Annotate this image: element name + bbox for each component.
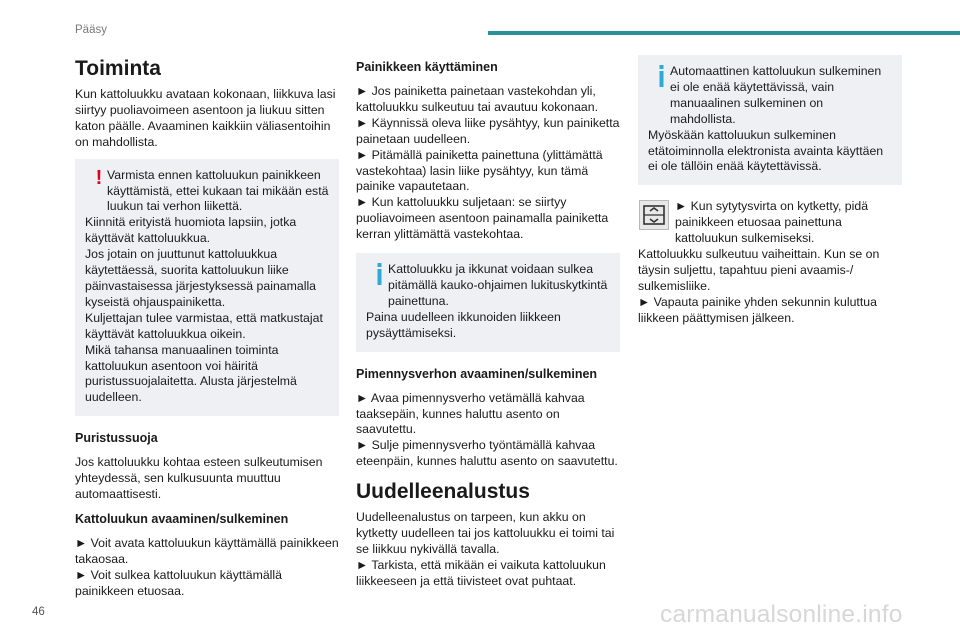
- warning-line: Kiinnitä erityistä huomiota lapsiin, jotka käyttävät kattoluukkua.: [85, 215, 297, 246]
- heading-puristussuoja: Puristussuoja: [75, 431, 158, 446]
- info-icon: [652, 65, 672, 87]
- step-line: ► Voit avata kattoluukun käyttämällä painikkeen takaosaa.: [75, 535, 339, 566]
- heading-button-use: Painikkeen käyttäminen: [356, 60, 498, 74]
- info-box: [356, 253, 620, 352]
- step-line: ► Jos painiketta painetaan vastekohdan yli, kattoluukku sulkeutuu tai avautuu kokonaan.: [356, 84, 599, 114]
- step-paragraph: Kattoluukku sulkeutuu vaiheittain. Kun se on täysin suljettu, tapahtuu pieni avaamis-/ sulkemisliike.: [638, 247, 880, 293]
- page-number: 46: [32, 606, 45, 618]
- warning-exclamation-icon: !: [95, 166, 103, 189]
- heading-toiminta: Toiminta: [75, 57, 161, 80]
- header-accent-bar: [488, 31, 960, 35]
- step-line: ► Pitämällä painiketta painettuna (ylittämättä vastekohtaa) lasin liike pysähtyy, kun tämä painike vapautetaan.: [356, 147, 603, 194]
- step-line: ► Kun kattoluukku suljetaan: se siirtyy puoliavoimeen asentoon painamalla painiketta kerran ylittämättä vastekohtaa.: [356, 195, 609, 242]
- info-box: [638, 55, 902, 185]
- step-line: ► Tarkista, että mikään ei vaikuta kattoluukun liikkeeseen ja että tiivisteet ovat puhtaat.: [356, 557, 606, 588]
- step-line: ► Käynnissä oleva liike pysähtyy, kun painiketta painetaan uudelleen.: [356, 115, 620, 146]
- closing-procedure: [638, 199, 902, 326]
- column-2: [356, 55, 620, 598]
- info-line: Paina uudelleen ikkunoiden liikkeen pysäyttämiseksi.: [366, 309, 561, 340]
- heading-reinit: Uudelleenalustus: [356, 480, 530, 504]
- step-line: ► Kun sytytysvirta on kytketty, pidä painikkeen etuosaa painettuna kattoluukun sulkemiseksi.: [675, 199, 869, 246]
- reinit-paragraph: Uudelleenalustus on tarpeen, kun akku on kytketty uudelleen tai jos kattoluukku ei toimi tai se liikkuu nykivällä tavalla.: [356, 510, 615, 556]
- sunroof-button-icon: [639, 200, 669, 230]
- column-1: [75, 55, 339, 608]
- warning-line: Kuljettajan tulee varmistaa, että matkustajat käyttävät kattoluukkua oikein.: [85, 310, 323, 341]
- step-line: ► Avaa pimennysverho vetämällä kahvaa taaksepäin, kunnes haluttu asento on saavutettu.: [356, 390, 585, 437]
- step-line: ► Voit sulkea kattoluukun käyttämällä painikkeen etuosaa.: [75, 567, 282, 598]
- warning-line: Varmista ennen kattoluukun painikkeen käyttämistä, ettei kukaan tai mikään estä luukun tai verhon liikettä.: [107, 167, 329, 214]
- warning-box: [75, 159, 339, 417]
- heading-blind: Pimennysverhon avaaminen/sulkeminen: [356, 366, 598, 381]
- warning-line: Mikä tahansa manuaalinen toiminta kattoluukun asentoon voi häiritä puristussuojalaitetta. Alusta järjestelmä uudelleen.: [85, 342, 297, 405]
- pinch-paragraph: Jos kattoluukku kohtaa esteen sulkeutumisen yhteydessä, sen kulkusuunta muuttuu automaattisesti.: [75, 455, 323, 502]
- step-line: ► Sulje pimennysverho työntämällä kahvaa eteenpäin, kunnes haluttu asento on saavutettu.: [356, 438, 618, 469]
- info-line: Myöskään kattoluukun sulkeminen etätoiminnolla elektronista avainta käyttäen ei ole tällöin enää käytettävissä.: [648, 127, 884, 174]
- step-line: ► Vapauta painike yhden sekunnin kuluttua liikkeen päättymisen jälkeen.: [638, 294, 877, 325]
- watermark: carmanualsonline.info: [660, 601, 903, 628]
- info-line: Kattoluukku ja ikkunat voidaan sulkea pitämällä kauko-ohjaimen lukituskytkintä painettuna.: [388, 262, 608, 308]
- info-icon: [370, 263, 390, 285]
- column-3: [638, 55, 902, 327]
- section-title: Pääsy: [75, 24, 107, 36]
- info-line: Automaattinen kattoluukun sulkeminen ei ole enää käytettävissä, vain manuaalinen sulkeminen on mahdollista.: [670, 64, 882, 126]
- heading-open-close: Kattoluukun avaaminen/sulkeminen: [75, 511, 289, 526]
- warning-line: Jos jotain on juuttunut kattoluukkua käytettäessä, suorita kattoluukun liike päinvastaisessa järjestyksessä painamalla kyseistä ohjauspainiketta.: [85, 247, 317, 309]
- intro-paragraph: Kun kattoluukku avataan kokonaan, liikkuva lasi siirtyy puoliavoimeen asentoon ja liukuu sitten katon päälle. Avaaminen kaikkiin väliasentoihin on mahdollista.: [75, 87, 336, 149]
